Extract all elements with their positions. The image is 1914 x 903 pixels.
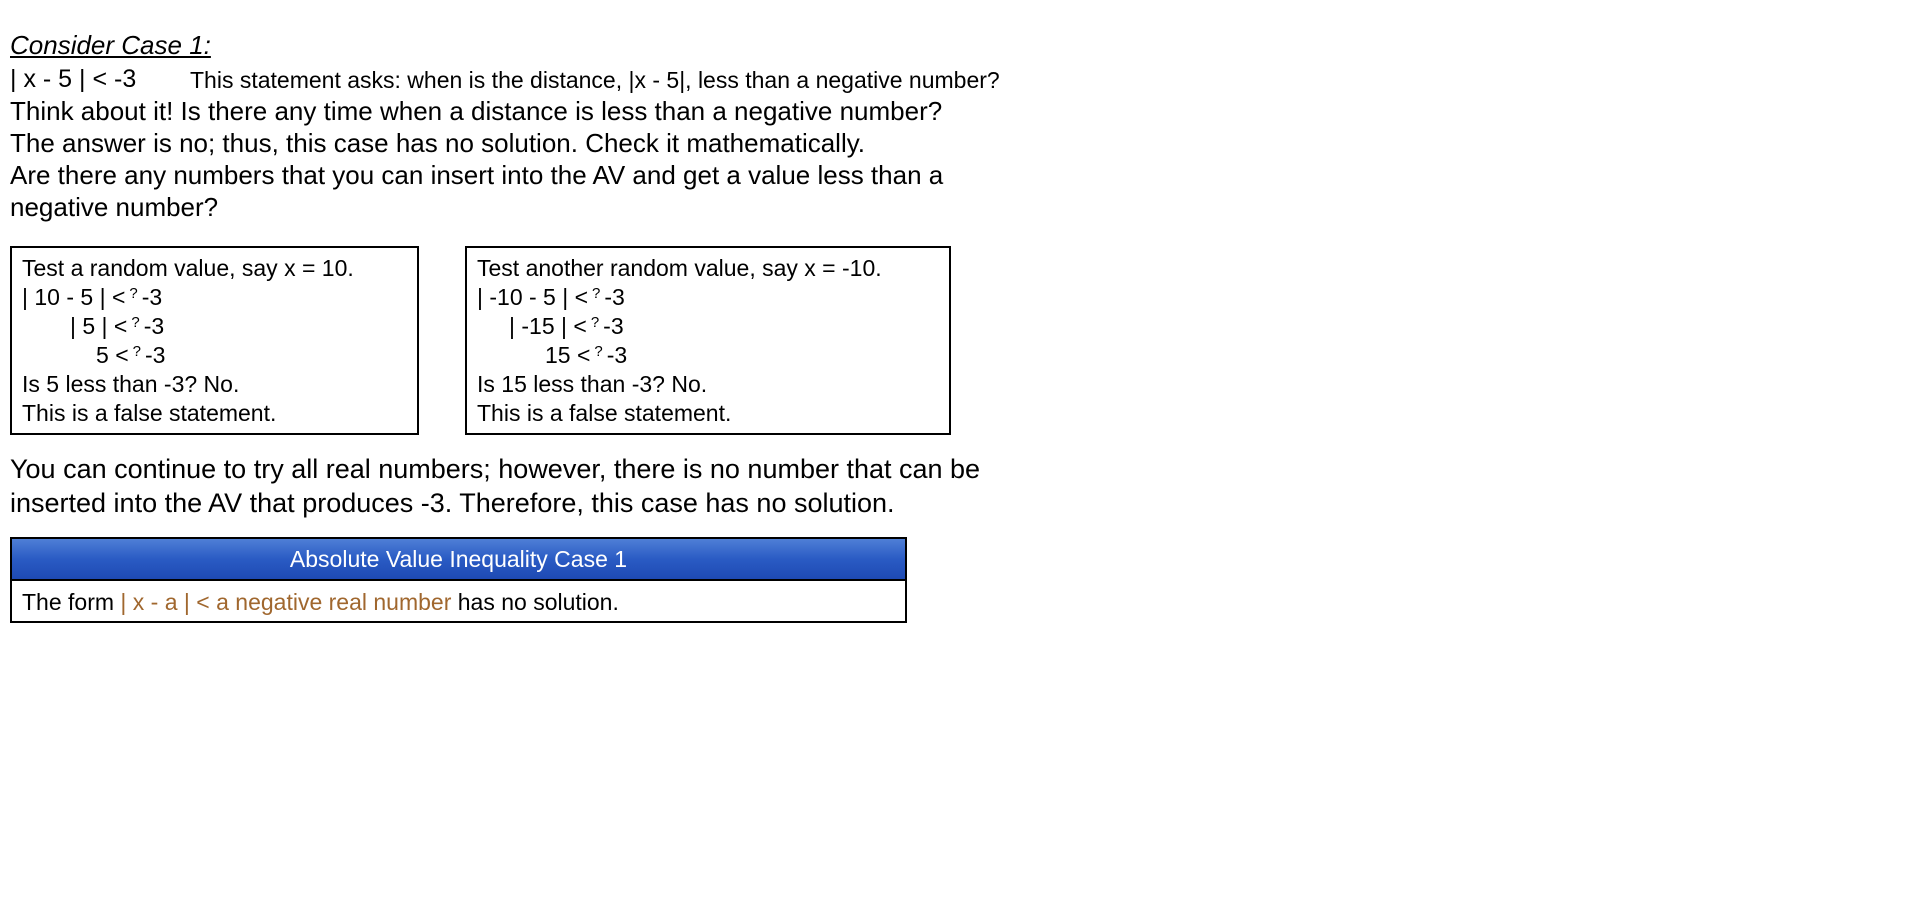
step-rhs: -3 bbox=[144, 342, 166, 368]
paragraph-line-1: Think about it! Is there any time when a distance is less than a negative number? bbox=[10, 96, 943, 126]
test-step-2 bbox=[70, 312, 164, 341]
summary-form: | x - a | < a negative real number bbox=[120, 589, 452, 615]
paragraph-line-4: negative number? bbox=[10, 192, 219, 222]
test-conclusion: This is a false statement. bbox=[477, 400, 732, 426]
question-mark: ? bbox=[594, 343, 603, 360]
step-rhs: -3 bbox=[604, 284, 625, 310]
question-mark: ? bbox=[132, 343, 141, 360]
question-mark: ? bbox=[131, 314, 140, 331]
closing-line-1: You can continue to try all real numbers; however, there is no number that can be bbox=[10, 454, 981, 484]
step-lhs: | 5 | bbox=[70, 313, 108, 339]
test-conclusion: This is a false statement. bbox=[22, 400, 277, 426]
test-step-3 bbox=[545, 341, 627, 370]
step-op: < bbox=[111, 284, 126, 310]
step-rhs: -3 bbox=[606, 342, 628, 368]
test-box-negative bbox=[465, 246, 951, 435]
test-step-1 bbox=[477, 283, 625, 312]
test-question: Is 15 less than -3? No. bbox=[477, 371, 708, 397]
question-mark: ? bbox=[129, 285, 138, 302]
paragraph-line-3: Are there any numbers that you can insert into the AV and get a value less than a bbox=[10, 160, 944, 190]
step-lhs: | 10 - 5 | bbox=[22, 284, 106, 310]
test-box-positive bbox=[10, 246, 419, 435]
summary-header: Absolute Value Inequality Case 1 bbox=[12, 539, 905, 581]
step-op: < bbox=[574, 284, 589, 310]
step-lhs: | -15 | bbox=[509, 313, 567, 339]
test-intro: Test a random value, say x = 10. bbox=[22, 255, 354, 281]
step-op: < bbox=[576, 342, 591, 368]
step-lhs: 5 bbox=[96, 342, 109, 368]
closing-line-2: inserted into the AV that produces -3. Therefore, this case has no solution. bbox=[10, 488, 895, 518]
test-question: Is 5 less than -3? No. bbox=[22, 371, 240, 397]
step-rhs: -3 bbox=[143, 313, 165, 339]
summary-prefix: The form bbox=[22, 589, 121, 615]
step-op: < bbox=[573, 313, 587, 339]
step-lhs: 15 bbox=[545, 342, 571, 368]
step-op: < bbox=[113, 313, 128, 339]
summary-body bbox=[22, 587, 619, 617]
step-lhs: | -10 - 5 | bbox=[477, 284, 569, 310]
test-step-1 bbox=[22, 283, 162, 312]
step-op: < bbox=[115, 342, 129, 368]
step-rhs: -3 bbox=[603, 313, 624, 339]
test-step-2 bbox=[509, 312, 624, 341]
case-title: Consider Case 1: bbox=[10, 30, 211, 60]
question-mark: ? bbox=[590, 314, 600, 331]
test-intro: Test another random value, say x = -10. bbox=[477, 255, 882, 281]
test-step-3 bbox=[96, 341, 165, 370]
step-rhs: -3 bbox=[141, 284, 163, 310]
question-mark: ? bbox=[592, 285, 601, 302]
summary-box bbox=[10, 537, 907, 623]
inequality-description: This statement asks: when is the distance, |x - 5|, less than a negative number? bbox=[190, 67, 1000, 93]
summary-suffix: has no solution. bbox=[451, 589, 619, 615]
inequality-expression: | x - 5 | < -3 bbox=[10, 65, 137, 93]
paragraph-line-2: The answer is no; thus, this case has no solution. Check it mathematically. bbox=[10, 128, 866, 158]
